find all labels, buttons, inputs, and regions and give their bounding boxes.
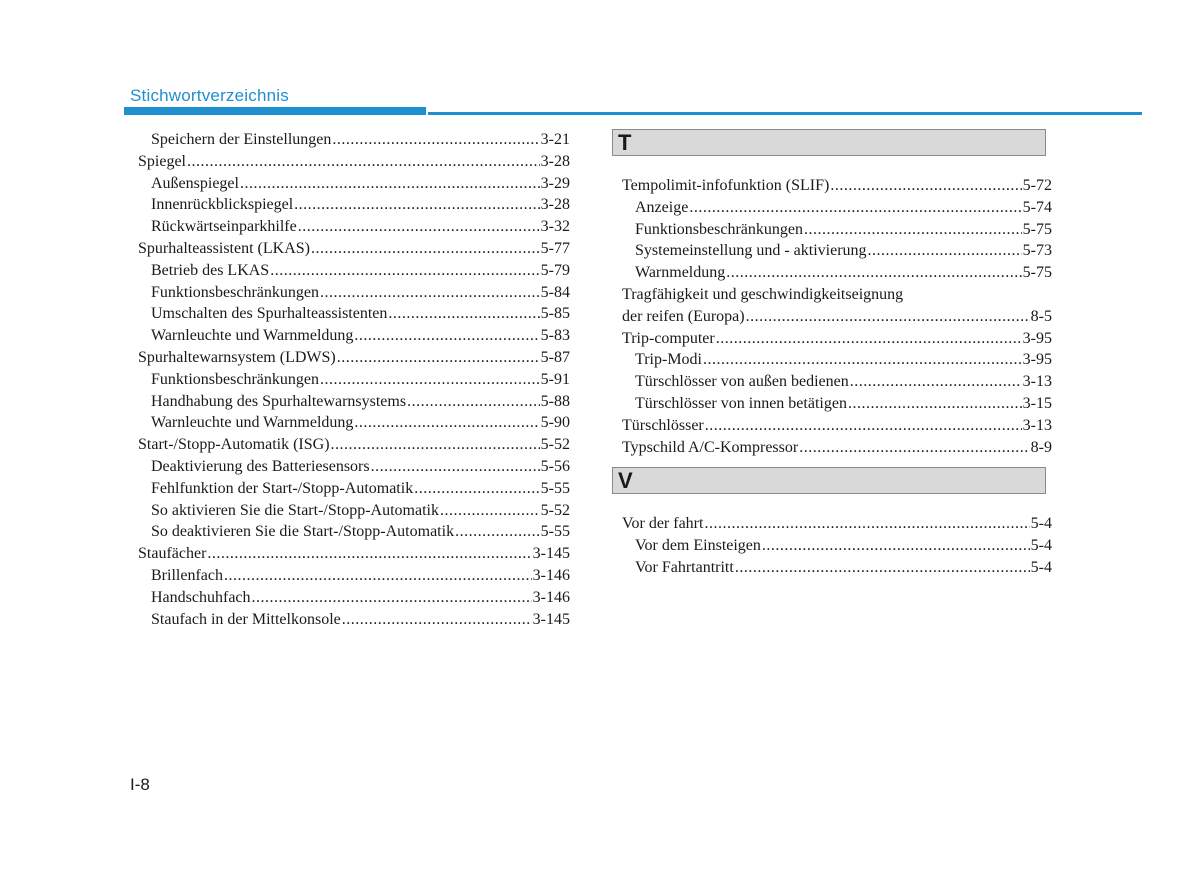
index-entry (138, 129, 570, 151)
index-entry-label: Start-/Stopp-Automatik (ISG) (138, 436, 330, 454)
index-entry-label: Funktionsbeschränkungen (151, 283, 319, 301)
leader-dots (868, 240, 1022, 262)
index-entry-page: 5-75 (1022, 264, 1052, 282)
index-column-right (618, 129, 1052, 579)
leader-dots (746, 306, 1030, 328)
index-entry-page: 5-73 (1022, 242, 1052, 260)
leader-dots (848, 393, 1022, 415)
leader-dots (354, 325, 539, 347)
index-entry-page: 3-21 (540, 131, 570, 148)
index-entry-page: 3-95 (1022, 329, 1052, 347)
index-entry-page: 3-146 (532, 566, 570, 584)
index-entry-label: Warnleuchte und Warnmeldung (151, 414, 354, 432)
index-entry-label: Spurhaltewarnsystem (LDWS) (138, 348, 336, 366)
index-entry-page: 3-145 (532, 545, 570, 563)
index-entry (622, 415, 1052, 437)
index-entry (138, 369, 570, 391)
index-entry-label: Vor der fahrt (622, 515, 704, 533)
leader-dots (270, 260, 539, 282)
index-entry-label: Systemeinstellung und - aktivierung (635, 242, 867, 260)
index-entry-label: Türschlösser von innen betätigen (635, 394, 847, 412)
index-entry-label: Umschalten des Spurhalteassistenten (151, 305, 388, 323)
section-header-v (612, 467, 1046, 494)
leader-dots (388, 303, 539, 325)
index-entry (622, 349, 1052, 371)
index-entry-page: 5-4 (1030, 537, 1052, 555)
leader-dots (337, 347, 540, 369)
leader-dots (298, 216, 540, 238)
index-entry (138, 173, 570, 195)
leader-dots (354, 412, 539, 434)
leader-dots (240, 173, 540, 195)
leader-dots (705, 415, 1022, 437)
leader-dots (252, 587, 532, 609)
index-entry-label: Funktionsbeschränkungen (151, 370, 319, 388)
index-entry-page: 8-5 (1030, 307, 1052, 325)
index-entry-page: 5-4 (1030, 558, 1052, 576)
index-entry-label: Warnmeldung (635, 264, 726, 282)
index-entry-label: Trip-computer (622, 329, 715, 347)
index-entry-page: 3-15 (1022, 394, 1052, 412)
index-entry-label: Türschlösser (622, 416, 704, 434)
leader-dots (332, 129, 539, 151)
leader-dots (735, 557, 1030, 579)
index-entry (138, 543, 570, 565)
index-entry-label: Tempolimit-infofunktion (SLIF) (622, 177, 830, 194)
index-entry (622, 535, 1052, 557)
index-column-left (138, 129, 570, 630)
index-entry-page: 3-13 (1022, 416, 1052, 434)
index-entry-label: Handhabung des Spurhaltewarnsystems (151, 392, 407, 410)
index-entry (138, 216, 570, 238)
index-entry (138, 282, 570, 304)
index-entry-page: 5-77 (540, 239, 570, 257)
index-entry-page: 3-95 (1022, 351, 1052, 369)
header-rule-thick (124, 107, 426, 115)
index-entry-label: Warnleuchte und Warnmeldung (151, 327, 354, 345)
leader-dots (331, 434, 540, 456)
index-entry-page: 5-90 (540, 414, 570, 432)
leader-dots (294, 194, 540, 216)
index-entry (622, 240, 1052, 262)
leader-dots (320, 369, 540, 391)
leader-dots (187, 151, 540, 173)
section-v-entries (622, 513, 1052, 578)
index-entry-label: Anzeige (635, 198, 689, 216)
index-entry (138, 565, 570, 587)
index-entry (138, 238, 570, 260)
leader-dots (455, 521, 540, 543)
index-entry-label: Außenspiegel (151, 174, 239, 192)
index-entry-page: 3-146 (532, 588, 570, 606)
index-entry-label: Türschlösser von außen bedienen (635, 373, 849, 391)
index-entry-label: Staufach in der Mittelkonsole (151, 610, 341, 628)
index-entry-label: der reifen (Europa) (622, 307, 745, 325)
leader-dots (804, 219, 1022, 241)
index-entry-page: 3-145 (532, 610, 570, 628)
index-entry (138, 391, 570, 413)
leader-dots (440, 500, 540, 522)
index-entry-label: So aktivieren Sie die Start-/Stopp-Automatik (151, 501, 439, 519)
leader-dots (414, 478, 539, 500)
index-entry-page: 5-91 (540, 370, 570, 388)
index-entry-page: 5-52 (540, 436, 570, 454)
index-entry (622, 513, 1052, 535)
leader-dots (716, 328, 1022, 350)
index-entry (138, 434, 570, 456)
index-entry-wrapped-line1: Tragfähigkeit und geschwindigkeitseignung (622, 285, 904, 303)
leader-dots (726, 262, 1021, 284)
index-entry-page: 5-83 (540, 327, 570, 345)
index-entry-page: 5-74 (1022, 198, 1052, 216)
index-entry-label: Deaktivierung des Batteriesensors (151, 457, 370, 475)
index-entry-label: Rückwärtseinparkhilfe (151, 218, 297, 236)
index-entry-label: Vor dem Einsteigen (635, 537, 761, 555)
leader-dots (320, 282, 540, 304)
index-entry (138, 325, 570, 347)
index-entry-label: Trip-Modi (635, 351, 702, 369)
leader-dots (704, 513, 1029, 535)
leader-dots (311, 238, 540, 260)
section-letter-t: T (618, 129, 632, 155)
index-entry-page: 3-29 (540, 174, 570, 192)
index-entry-page: 5-88 (540, 392, 570, 410)
leader-dots (224, 565, 532, 587)
index-entry-page: 3-13 (1022, 373, 1052, 391)
index-entry-page: 3-28 (540, 152, 570, 170)
index-entry-label: Speichern der Einstellungen (151, 131, 332, 148)
index-entry-label: Innenrückblickspiegel (151, 196, 294, 214)
page-header-title: Stichwortverzeichnis (130, 86, 289, 105)
index-entry (622, 393, 1052, 415)
index-entry (622, 262, 1052, 284)
page-number: I-8 (130, 775, 150, 794)
index-entry-label: Spurhalteassistent (LKAS) (138, 239, 310, 257)
index-entry-page: 5-84 (540, 283, 570, 301)
header-rule-thin (428, 112, 1142, 115)
leader-dots (342, 609, 532, 631)
leader-dots (799, 437, 1029, 459)
index-entry (138, 151, 570, 173)
index-entry-page: 5-87 (540, 348, 570, 366)
index-entry-page: 5-56 (540, 457, 570, 475)
index-entry (622, 197, 1052, 219)
section-t-entries (622, 175, 1052, 284)
index-entry-wrapped (622, 306, 1052, 328)
index-entry-label: Vor Fahrtantritt (635, 558, 734, 576)
index-entry (138, 303, 570, 325)
index-entry (138, 412, 570, 434)
index-entry-page: 5-4 (1030, 515, 1052, 533)
index-entry (138, 609, 570, 631)
index-entry-page: 8-9 (1030, 438, 1052, 456)
index-entry-label: Staufächer (138, 545, 207, 563)
index-entry-page: 5-85 (540, 305, 570, 323)
leader-dots (689, 197, 1021, 219)
section-letter-v: V (618, 467, 633, 493)
index-entry-page: 5-72 (1022, 177, 1052, 194)
index-entry-label: Brillenfach (151, 566, 223, 584)
index-entry-page: 5-55 (540, 479, 570, 497)
index-entry-page: 5-79 (540, 261, 570, 279)
index-entry-page: 3-28 (540, 196, 570, 214)
index-entry (622, 557, 1052, 579)
index-entry (138, 587, 570, 609)
index-entry-label: Handschuhfach (151, 588, 251, 606)
leader-dots (703, 349, 1022, 371)
section-header-t (612, 129, 1046, 156)
index-entry-page: 3-32 (540, 218, 570, 236)
index-entry-label: So deaktivieren Sie die Start-/Stopp-Automatik (151, 523, 455, 541)
index-entry-label: Spiegel (138, 152, 186, 170)
leader-dots (207, 543, 531, 565)
index-entry-page: 5-52 (540, 501, 570, 519)
index-entry (138, 521, 570, 543)
index-entry (138, 347, 570, 369)
leader-dots (762, 535, 1030, 557)
index-entry-page: 5-75 (1022, 220, 1052, 238)
index-entry (622, 437, 1052, 459)
index-entry (138, 456, 570, 478)
index-entry (138, 500, 570, 522)
index-entry (622, 328, 1052, 350)
index-entry-label: Fehlfunktion der Start-/Stopp-Automatik (151, 479, 414, 497)
leader-dots (830, 175, 1021, 197)
index-entry (138, 194, 570, 216)
leader-dots (371, 456, 540, 478)
index-entry-page: 5-55 (540, 523, 570, 541)
index-entry (138, 478, 570, 500)
leader-dots (407, 391, 540, 413)
index-entry (622, 219, 1052, 241)
leader-dots (850, 371, 1022, 393)
index-entry (622, 371, 1052, 393)
index-entry-label: Funktionsbeschränkungen (635, 220, 803, 238)
section-t-entries-more (622, 328, 1052, 459)
index-entry-label: Betrieb des LKAS (151, 261, 270, 279)
index-entry-label: Typschild A/C-Kompressor (622, 438, 799, 456)
index-entry (622, 175, 1052, 197)
index-entry (138, 260, 570, 282)
